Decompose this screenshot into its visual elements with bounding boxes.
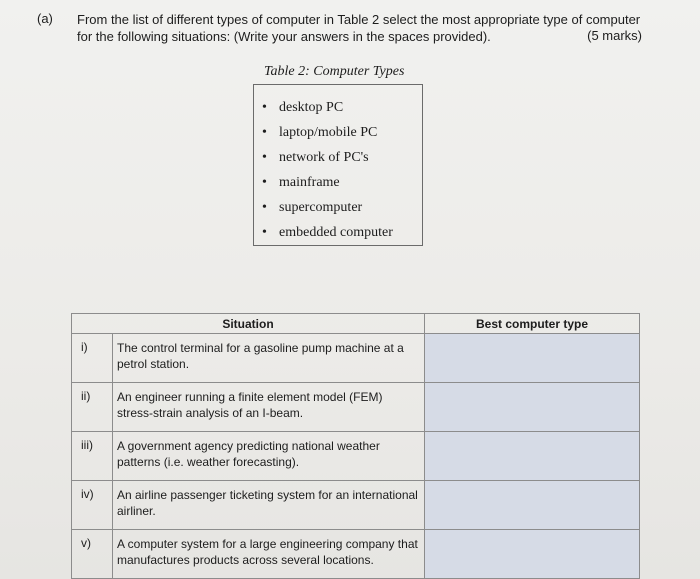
situation-text: The control terminal for a gasoline pump machine at a petrol station. xyxy=(113,334,425,383)
header-best-computer-type: Best computer type xyxy=(425,314,640,334)
answer-cell[interactable] xyxy=(425,481,640,530)
list-item: • laptop/mobile PC xyxy=(262,120,422,145)
header-situation: Situation xyxy=(72,314,425,334)
answer-input[interactable] xyxy=(425,530,639,578)
list-item: • supercomputer xyxy=(262,195,422,220)
table2-caption: Table 2: Computer Types xyxy=(264,64,405,79)
row-number: i) xyxy=(72,334,113,383)
marks-label: (5 marks) xyxy=(587,28,642,43)
computer-types-list xyxy=(262,95,422,245)
situation-text: A computer system for a large engineering company that manufactures products across several locations. xyxy=(113,530,425,579)
situation-text: An engineer running a finite element model (FEM) stress-strain analysis of an I-beam. xyxy=(113,383,425,432)
table-row xyxy=(72,432,640,481)
bullet-icon: • xyxy=(262,175,267,190)
table-row xyxy=(72,334,640,383)
answer-cell[interactable] xyxy=(425,432,640,481)
row-number: v) xyxy=(72,530,113,579)
bullet-icon: • xyxy=(262,125,267,140)
answer-cell[interactable] xyxy=(425,334,640,383)
table-row xyxy=(72,481,640,530)
answer-input[interactable] xyxy=(425,432,639,480)
row-number: ii) xyxy=(72,383,113,432)
list-item: • embedded computer xyxy=(262,220,422,245)
question-label: (a) xyxy=(37,11,53,26)
row-number: iii) xyxy=(72,432,113,481)
answer-input[interactable] xyxy=(425,481,639,529)
row-number: iv) xyxy=(72,481,113,530)
answer-input[interactable] xyxy=(425,334,639,382)
list-item: • network of PC's xyxy=(262,145,422,170)
table-header-row xyxy=(72,314,640,334)
answer-input[interactable] xyxy=(425,383,639,431)
situations-table xyxy=(71,313,640,579)
answer-cell[interactable] xyxy=(425,530,640,579)
table-row xyxy=(72,383,640,432)
situation-text: An airline passenger ticketing system for an international airliner. xyxy=(113,481,425,530)
list-item: • mainframe xyxy=(262,170,422,195)
table-row xyxy=(72,530,640,579)
list-item: • desktop PC xyxy=(262,95,422,120)
answer-cell[interactable] xyxy=(425,383,640,432)
computer-types-box xyxy=(253,84,423,246)
bullet-icon: • xyxy=(262,100,267,115)
question-text: From the list of different types of computer in Table 2 select the most appropriate type of computer for the following situations: (Write your answers in the spaces provided). xyxy=(77,12,641,44)
bullet-icon: • xyxy=(262,225,267,240)
bullet-icon: • xyxy=(262,200,267,215)
situation-text: A government agency predicting national weather patterns (i.e. weather forecasting). xyxy=(113,432,425,481)
bullet-icon: • xyxy=(262,150,267,165)
